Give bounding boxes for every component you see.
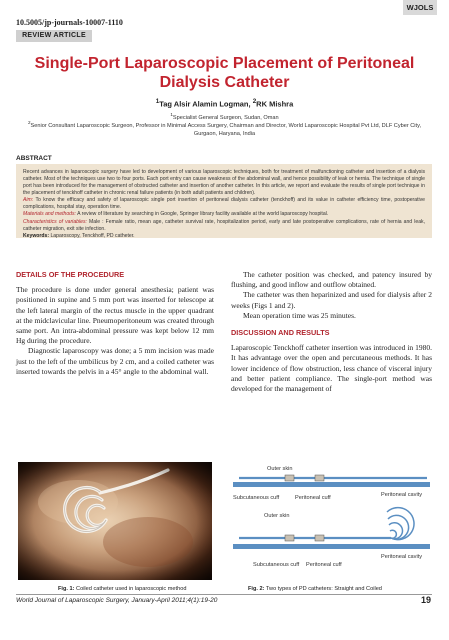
- doi: 10.5005/jp-journals-10007-1110: [16, 18, 123, 27]
- journal-tag: WJOLS: [403, 0, 437, 15]
- label-outer-skin-1: Outer skin: [267, 466, 293, 472]
- left-column: [16, 270, 214, 377]
- affiliation-2-text: Senior Consultant Laparoscopic Surgeon, Professor in Minimal Access Surgery, Chairman and Director, World Laparoscopic Hospital Pvt Ltd, DLF Cyber City, Gurgaon, Haryana, India: [30, 122, 422, 137]
- abstract-paragraph: Recent advances in laparoscopic surgery have led to development of various laparoscopic techniques, both for treatment of malfunctioning catheter and insertion of a dialysis catheter. Most of the techniques use two to four ports. Each port entry can cause weakness of the abdominal wall, and hence possibility of leak or hernia. The technique of single port has been introduced for the management of obstructed catheter and insertion of another catheter. In this article, we report and evaluate the results of single port technique in the placement of tenckhoff catheter in chronic renal failure patients (in both adult patients and children).: [23, 169, 425, 196]
- characteristics-text: Male : Female ratio, mean age, catheter survival rate, hospitalization period, early and late postoperative complications, rate of hernia and leak, catheter migration, exit site infection.: [23, 218, 425, 232]
- right-paragraph-1: The catheter position was checked, and patency insured by flushing, and good inflow and outflow obtained.: [231, 270, 432, 290]
- figure-2-caption: [248, 586, 382, 592]
- procedure-paragraph-2: Diagnostic laparoscopy was done; a 5 mm incision was made just to the left of the umbilicus by 2 cm, and a coiled catheter was inserted towards the pelvis in a 45° angle to the abdominal wall.: [16, 346, 214, 376]
- label-subcutaneous-cuff-2: Subcutaneous cuff: [253, 562, 300, 568]
- right-paragraph-3: Mean operation time was 25 minutes.: [243, 310, 356, 320]
- article-title: Single-Port Laparoscopic Placement of Peritoneal Dialysis Catheter: [34, 55, 415, 91]
- skin-layer-2: [233, 544, 430, 549]
- aim-label: Aim:: [23, 197, 34, 204]
- affiliation-1-text: Specialist General Surgeon, Sudan, Oman: [172, 114, 279, 121]
- right-column: [231, 270, 432, 394]
- figure-1-label: Fig. 1:: [58, 586, 75, 592]
- affiliation-2-marker: 2: [27, 120, 31, 125]
- label-peritoneal-cavity-1: Peritoneal cavity: [381, 492, 423, 498]
- coiled-catheter-illustration: [18, 462, 212, 580]
- figure-2-label: Fig. 2:: [248, 586, 265, 592]
- discussion-heading: DISCUSSION AND RESULTS: [231, 328, 330, 338]
- figure-1-caption-text: Coiled catheter used in laparoscopic method: [74, 586, 187, 592]
- methods-text: A review of literature by searching in Google, Springer library facility available at the world laparoscopy hospital.: [75, 211, 329, 218]
- abstract-keywords: [23, 233, 425, 240]
- figure-1-photo: [18, 462, 212, 580]
- affiliation-1-marker: 1: [170, 112, 173, 117]
- author-list: [20, 98, 429, 109]
- abstract-characteristics: [23, 219, 425, 233]
- subcutaneous-cuff-1: [285, 475, 294, 481]
- subcutaneous-cuff-2: [285, 535, 294, 541]
- keywords-text: Laparoscopy, Tenckhoff, PD catheter.: [49, 233, 135, 240]
- characteristics-label: Characteristics of variables:: [23, 218, 87, 225]
- label-peritoneal-cavity-2: Peritoneal cavity: [381, 554, 423, 560]
- affiliation-2: [20, 119, 429, 138]
- skin-layer-1: [233, 482, 430, 487]
- aim-text: To know the efficacy and safety of laparoscopic single port insertion of peritoneal dialysis catheter (tenckhoff) and its value in catheter efficiency time, postoperative complications, hospital stay, operation time.: [23, 197, 425, 211]
- procedure-paragraph-1: The procedure is done under general anesthesia; patient was positioned in supine and 5 mm port was inserted for telescope at the left lateral margin of the rectus muscle in the upper quadrant at the midclavicular line. Pneumoperitoneum was created through same port. An intra-abdominal pressure was kept below 12 mm Hg during the procedure.: [16, 285, 214, 346]
- author-2-marker: 2: [252, 98, 257, 105]
- coil-tip: [387, 508, 414, 540]
- footer-citation: World Journal of Laparoscopic Surgery, January-April 2011;4(1):19-20: [16, 597, 218, 604]
- peritoneal-cuff-1: [315, 475, 324, 481]
- article-type-badge: REVIEW ARTICLE: [16, 30, 92, 42]
- page-number: 19: [420, 595, 431, 605]
- label-peritoneal-cuff-1: Peritoneal cuff: [295, 495, 331, 501]
- abstract-aim: [23, 197, 425, 211]
- methods-label: Materials and methods:: [23, 211, 76, 218]
- author-2: RK Mishra: [256, 99, 294, 109]
- keywords-label: Keywords:: [23, 233, 50, 240]
- figure-2-caption-text: Two types of PD catheters: Straight and Coiled: [264, 586, 382, 592]
- author-1: Tag Alsir Alamin Logman,: [159, 99, 253, 109]
- figure-2-diagram: [231, 462, 432, 580]
- footer-divider: [16, 594, 432, 595]
- author-1-marker: 1: [155, 98, 160, 105]
- abstract-methods: [23, 211, 425, 218]
- procedure-heading: DETAILS OF THE PROCEDURE: [16, 270, 125, 279]
- right-paragraph-2: The catheter was then heparinized and used for dialysis after 2 weeks (Figs 1 and 2).: [231, 290, 432, 310]
- label-subcutaneous-cuff-1: Subcutaneous cuff: [233, 495, 280, 501]
- label-outer-skin-2: Outer skin: [264, 513, 290, 519]
- abstract-heading: ABSTRACT: [16, 155, 52, 162]
- peritoneal-cuff-2: [315, 535, 324, 541]
- discussion-paragraph: Laparoscopic Tenckhoff catheter insertion was introduced in 1980. It has advantage over the open and percutaneous methods. It has lower incidence of flow obstruction, less chance of visceral injury and better patient compliance. The single-port method was developed for the management of: [231, 343, 432, 394]
- catheter-types-diagram: [231, 462, 432, 580]
- figure-1-caption: [58, 586, 186, 592]
- abstract-box: [16, 164, 432, 238]
- label-peritoneal-cuff-2: Peritoneal cuff: [306, 562, 342, 568]
